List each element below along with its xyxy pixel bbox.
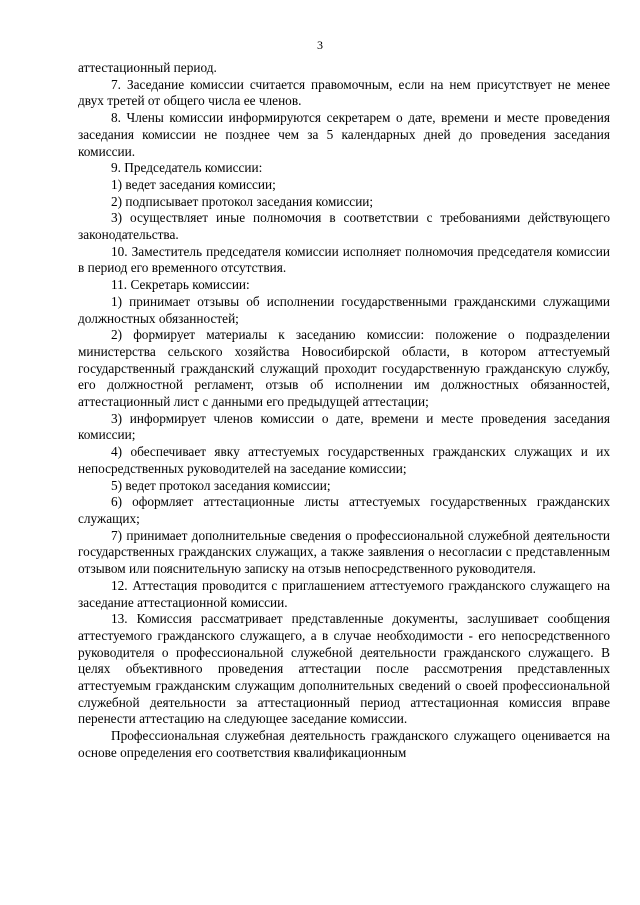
paragraph: 3) осуществляет иные полномочия в соответствии с требованиями действующего законодательства. [78,210,610,243]
paragraph: аттестационный период. [78,60,217,75]
paragraph: 5) ведет протокол заседания комиссии; [111,477,331,493]
paragraph: 7. Заседание комиссии считается правомочным, если на нем присутствует не менее двух третей от общего числа ее членов. [78,76,610,109]
paragraph: 1) ведет заседания комиссии; [111,176,276,192]
paragraph: 4) обеспечивает явку аттестуемых государственных гражданских служащих и их непосредственных руководителей на заседание комиссии; [78,444,610,476]
paragraph: 8. Члены комиссии информируются секретарем о дате, времени и месте проведения заседания комиссии не позднее чем за 5 календарных дней до проведения заседания комиссии. [78,110,610,159]
paragraph: Профессиональная служебная деятельность гражданского служащего оценивается на основе определения его соответствия квалификационным [78,728,610,760]
paragraph: 13. Комиссия рассматривает представленные документы, заслушивает сообщения аттестуемого гражданского служащего, а в случае необходимости - его непосредственного руководителя о профессиональной служебной деятельности гражданского служащего. В целях объективного проведения аттестации после рассмотрения представленных аттестуемым гражданским служащим дополнительных сведений о своей профессиональной служебной деятельности за аттестационный период аттестационная комиссия вправе перенести аттестацию на следующее заседание комиссии. [78,611,610,727]
paragraph: 1) принимает отзывы об исполнении государственными гражданскими служащими должностных обязанностей; [78,293,610,326]
paragraph: 11. Секретарь комиссии: [111,277,250,293]
paragraph: 6) оформляет аттестационные листы аттестуемых государственных гражданских служащих; [78,494,610,526]
paragraph: 12. Аттестация проводится с приглашением аттестуемого гражданского служащего на заседание аттестационной комиссии. [78,577,610,610]
paragraph: 9. Председатель комиссии: [111,160,263,176]
paragraph: 10. Заместитель председателя комиссии исполняет полномочия председателя комиссии в период его временного отсутствия. [78,243,610,276]
paragraph: 3) информирует членов комиссии о дате, времени и месте проведения заседания комиссии; [78,410,610,443]
paragraph: 2) подписывает протокол заседания комиссии; [111,193,374,209]
page-number: 3 [317,38,323,52]
paragraph: 2) формирует материалы к заседанию комиссии: положение о подразделении министерства сельского хозяйства Новосибирской области, в котором аттестуемый государственный гражданский служащий проходит государственную гражданскую службу, его должностной регламент, отзыв об исполнении им должностных обязанностей, аттестационный лист с данными его предыдущей аттестации; [78,327,610,410]
paragraph: 7) принимает дополнительные сведения о профессиональной служебной деятельности государственных гражданских служащих, а также заявления о несогласии с представленным отзывом или пояснительную записку на отзыв непосредственного руководителя. [78,527,610,577]
document-body [78,60,610,762]
